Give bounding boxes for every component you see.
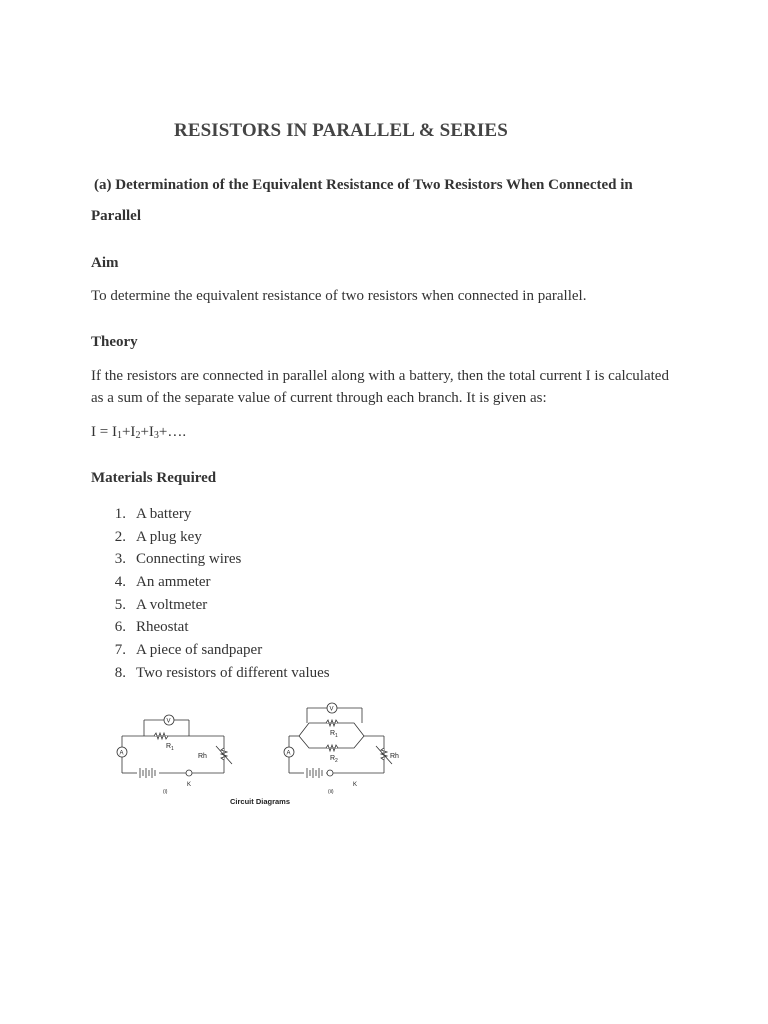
diagram-caption: Circuit Diagrams xyxy=(230,797,291,806)
resistor-label: R xyxy=(330,755,336,762)
section-subtitle-line2: Parallel xyxy=(91,208,141,224)
voltmeter-label: V xyxy=(329,706,334,713)
rheostat-label: Rh xyxy=(390,753,399,760)
key-label: K xyxy=(187,782,192,788)
list-item: 4. An ammeter xyxy=(114,574,211,591)
label-ii: (ii) xyxy=(328,789,334,795)
voltmeter-label: V xyxy=(166,718,171,725)
svg-text:1: 1 xyxy=(171,746,174,752)
label-i: (i) xyxy=(163,789,168,795)
svg-text:1: 1 xyxy=(335,733,338,739)
list-item: 2. A plug key xyxy=(114,528,202,545)
svg-text:2: 2 xyxy=(335,758,338,764)
theory-text-line2: as a sum of the separate value of current through each branch. It is given as: xyxy=(91,390,547,406)
circuit-diagrams xyxy=(94,688,409,813)
section-subtitle-line1: (a) Determination of the Equivalent Resistance of Two Resistors When Connected in xyxy=(94,177,633,193)
current-formula: $I = I_1+I_2+I_3+\dots$. xyxy=(91,424,187,441)
list-item: 7. A piece of sandpaper xyxy=(114,642,263,659)
list-item: 8. Two resistors of different values xyxy=(114,664,330,681)
aim-heading: Aim xyxy=(91,255,119,271)
ammeter-label: A xyxy=(286,750,291,757)
page-title: RESISTORS IN PARALLEL & SERIES xyxy=(174,120,508,141)
list-item: 1. A battery xyxy=(114,506,192,522)
circuit-series xyxy=(117,715,232,778)
rheostat-label: Rh xyxy=(198,753,207,760)
ammeter-label: A xyxy=(119,750,124,757)
materials-list xyxy=(91,503,330,685)
circuit-parallel xyxy=(284,703,392,778)
list-item: 5. A voltmeter xyxy=(114,596,208,613)
theory-heading: Theory xyxy=(91,334,138,350)
list-item: 3. Connecting wires xyxy=(114,551,242,568)
materials-heading: Materials Required xyxy=(91,470,217,486)
aim-text: To determine the equivalent resistance of two resistors when connected in parallel. xyxy=(91,288,587,304)
resistor-label: R xyxy=(330,730,336,737)
resistor-label: R xyxy=(166,743,172,750)
key-label: K xyxy=(353,782,358,788)
list-item: 6. Rheostat xyxy=(114,619,189,636)
theory-text-line1: If the resistors are connected in parallel along with a battery, then the total current I is calculated xyxy=(91,368,669,384)
